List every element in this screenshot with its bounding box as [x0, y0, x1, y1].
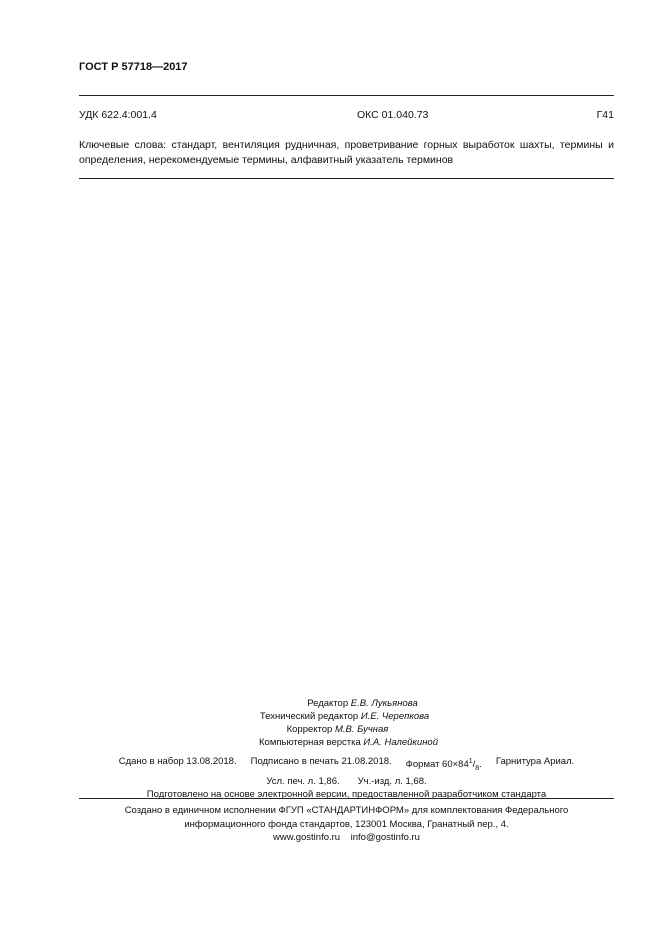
keywords-divider	[79, 178, 614, 179]
website-link[interactable]: www.gostinfo.ru	[273, 832, 341, 843]
submitted-date: Сдано в набор 13.08.2018.	[118, 756, 237, 767]
editor-line	[0, 697, 661, 710]
corrector-label: Корректор	[286, 724, 333, 735]
pub-sheets: Уч.-изд. л. 1,68.	[357, 776, 427, 788]
tech-editor-label: Технический редактор	[259, 711, 359, 722]
footer-divider	[79, 798, 614, 799]
oks-code: ОКС 01.040.73	[357, 109, 429, 121]
format: Формат $60\times 84^1/_8$.	[405, 758, 482, 773]
footer-line-2: информационного фонда стандартов, 123001 Москва, Гранатный пер., 4.	[184, 818, 509, 830]
tech-editor-line	[0, 710, 661, 723]
publication-row-1	[79, 755, 614, 775]
corrector-line	[0, 723, 661, 736]
publication-row-2	[79, 775, 614, 788]
signed-date: Подписано в печать 21.08.2018.	[250, 756, 392, 767]
layout-line	[0, 736, 661, 749]
print-sheets: Усл. печ. л. 1,86.	[266, 776, 340, 788]
email-link[interactable]: info@gostinfo.ru	[350, 832, 420, 843]
prepared-note: Подготовлено на основе электронной версии, предоставленной разработчиком стандарта	[146, 789, 547, 801]
group-code: Г41	[596, 109, 614, 121]
credits-block	[0, 697, 661, 749]
editor-name: Е.В. Лукьянова	[350, 698, 418, 709]
footer-contacts	[79, 831, 614, 845]
keywords-label: Ключевые слова:	[79, 139, 167, 151]
editor-label: Редактор	[307, 698, 349, 709]
typeface: Гарнитура Ариал.	[495, 756, 575, 767]
layout-label: Компьютерная верстка	[259, 737, 361, 748]
footer-block	[79, 804, 614, 845]
footer-line-1: Создано в единичном исполнении ФГУП «СТАНДАРТИНФОРМ» для комплектования Федерального	[124, 805, 569, 816]
corrector-name: М.В. Бучная	[334, 724, 389, 735]
top-divider	[79, 95, 614, 96]
keywords	[79, 138, 614, 168]
udk-code: УДК 622.4:001.4	[79, 109, 157, 121]
tech-editor-name: И.Е. Черепкова	[360, 711, 430, 722]
publication-block	[79, 755, 614, 801]
keywords-text: стандарт, вентиляция рудничная, проветривание горных выработок шахты, термины и определения, нерекомендуемые термины, алфавитный указатель терминов	[79, 139, 614, 166]
layout-name: И.А. Налейкиной	[363, 737, 438, 748]
document-id: ГОСТ Р 57718—2017	[79, 61, 188, 73]
